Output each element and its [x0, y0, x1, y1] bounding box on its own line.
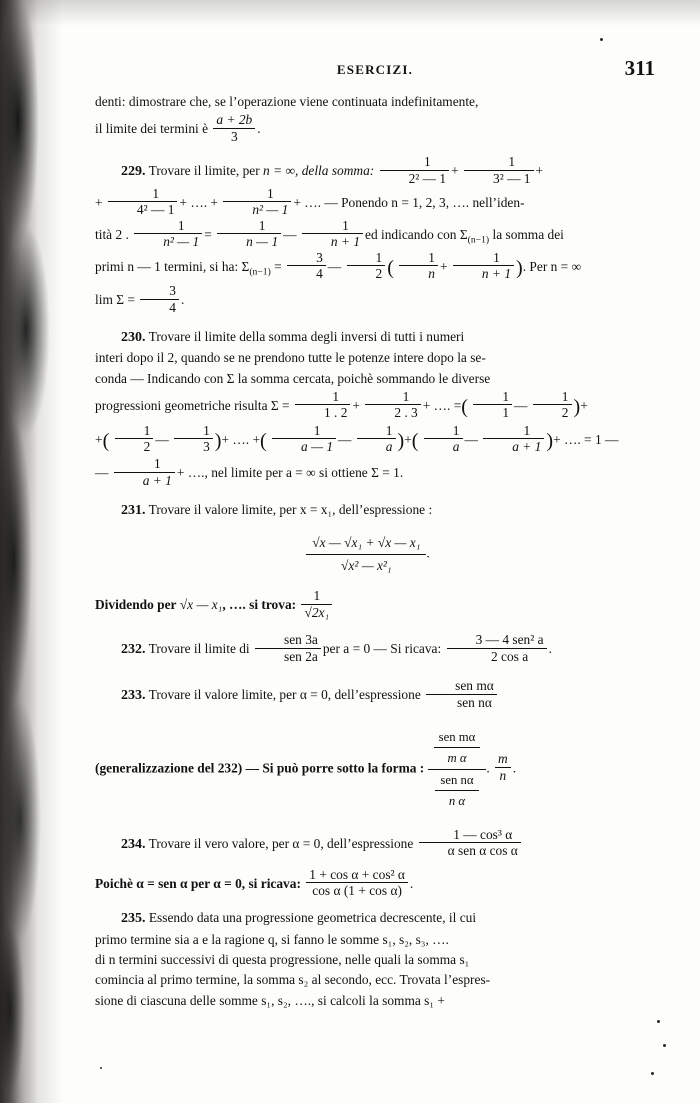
fraction-denominator: 1 [473, 404, 512, 420]
fraction-denominator: n — 1 [217, 233, 281, 249]
exercise-text: comincia al primo termine, la somma s₂ al secondo, ecc. Trovata l’espres- [95, 972, 491, 988]
exercise-text: Trovare il vero valore, per α = 0, dell’espressione [148, 835, 414, 851]
exercise-235 [95, 908, 641, 1011]
operator: — [514, 398, 528, 414]
exercise-text: n = ∞, della somma: [263, 163, 375, 179]
exercise-text: (generalizzazione del 232) — Si può porre sotto la forma : [95, 760, 425, 776]
fraction-denominator: sen 2a [255, 648, 321, 664]
paren-close: ) [546, 429, 554, 452]
operator: — [155, 431, 169, 447]
scan-left-edge-shadow [0, 0, 92, 1103]
punctuation: . [409, 875, 414, 891]
operator: + [95, 431, 103, 447]
fraction-numerator: 1 [523, 422, 531, 438]
fraction [108, 186, 178, 218]
scan-speck [100, 1067, 102, 1069]
operator: — [464, 431, 478, 447]
fraction [357, 423, 396, 455]
fraction [464, 154, 534, 186]
scan-top-shadow [0, 0, 700, 26]
fraction-denominator: 2 cos a [447, 648, 547, 664]
exercise-text: primi n — 1 termini, si ha: Σ [95, 258, 250, 274]
fraction-numerator: sen nα [440, 772, 474, 787]
fraction-numerator: a + 2b [216, 112, 253, 128]
fraction [114, 456, 175, 488]
page-number: 311 [624, 56, 655, 80]
fraction-numerator: 1 [402, 389, 410, 405]
fraction [347, 250, 386, 282]
fraction-numerator: 3 [169, 283, 176, 299]
paren-close: ) [397, 429, 405, 452]
operator: = [274, 258, 282, 274]
fraction [473, 389, 512, 421]
fraction-denominator: 2² — 1 [380, 170, 450, 186]
exercise-text: Essendo data una progressione geometrica decrescente, il cui [148, 910, 477, 926]
scan-speck [651, 1072, 654, 1075]
exercise-text: . [180, 292, 185, 308]
fraction [223, 186, 291, 218]
fraction [295, 389, 350, 421]
exercise-234 [95, 827, 641, 859]
fraction-denominator: n α [435, 790, 478, 810]
exercise-text: Trovare il limite della somma degli inversi di tutti i numeri [148, 329, 465, 345]
paragraph-continuation [95, 92, 641, 144]
operator: + …. = 1 — [553, 431, 619, 447]
paren-close: ) [516, 256, 523, 279]
exercise-number: 235. [121, 911, 146, 927]
fraction-denominator: 4 [140, 299, 179, 315]
fraction [434, 728, 481, 768]
page-body [95, 92, 641, 1015]
fraction [424, 423, 463, 455]
fraction-denominator: n [399, 265, 438, 281]
exercise-text: Dividendo per [95, 597, 177, 613]
fraction [435, 771, 478, 811]
page-header [95, 56, 655, 84]
operator: + [535, 163, 544, 179]
exercise-number: 229. [121, 164, 146, 180]
exercise-number: 232. [121, 642, 146, 658]
exercise-text: lim Σ = [95, 292, 135, 308]
displayed-equation-231 [95, 533, 641, 576]
fraction [272, 423, 336, 455]
exercise-number: 234. [121, 836, 146, 852]
fraction-denominator: α sen α cos α [419, 842, 521, 858]
fraction [306, 533, 426, 576]
exercise-230 [95, 327, 641, 488]
paren-close: ) [214, 429, 222, 452]
fraction-numerator: √x — √x₁ + √x — x₁ [312, 535, 421, 551]
continued-fraction [428, 728, 490, 811]
fraction-numerator: 1 + cos α + cos² α [309, 866, 405, 882]
fraction-denominator: a + 1 [483, 438, 544, 454]
paren-close: ) [573, 396, 581, 419]
fraction-denominator: 4 [287, 265, 326, 281]
fraction-numerator: 1 [423, 154, 431, 170]
operator: + [95, 195, 103, 211]
fraction-denominator: 1 . 2 [295, 404, 350, 420]
fraction-numerator: 1 [375, 249, 383, 265]
exercise-229 [95, 154, 641, 315]
exercise-text: , …. si trova: [222, 597, 297, 613]
fraction-denominator: 3 [174, 438, 213, 454]
exercise-text: per a = 0 — Si ricava: [322, 641, 442, 657]
exercise-text: primo termine sia a e la ragione q, si fanno le somme s₁, s₂, s₃, …. [95, 931, 449, 947]
exercise-234-continuation [95, 867, 641, 899]
exercise-text: conda — Indicando con Σ la somma cercata, poichè sommando le diverse [95, 370, 491, 386]
fraction-numerator: 1 — cos³ α [453, 826, 513, 842]
fraction [301, 588, 332, 620]
operator: + [451, 163, 459, 179]
fraction [134, 218, 202, 250]
fraction [447, 632, 547, 664]
fraction-denominator: 2 . 3 [365, 404, 420, 420]
fraction-denominator: 3 [213, 128, 255, 144]
operator: — [327, 258, 342, 274]
fraction-denominator: n + 1 [302, 233, 363, 249]
fraction-numerator: sen 3a [284, 632, 318, 648]
fraction [426, 678, 497, 710]
operator: + …. = [422, 398, 462, 414]
fraction [380, 154, 450, 186]
fraction-denominator: a [424, 438, 463, 454]
fraction-denominator: a — 1 [272, 438, 336, 454]
fraction [399, 250, 438, 282]
fraction [255, 632, 321, 664]
exercise-number: 233. [121, 688, 146, 704]
fraction-numerator: 1 [313, 422, 321, 438]
operator: — [283, 226, 297, 242]
exercise-233 [95, 678, 641, 710]
fraction-denominator: sen nα [426, 694, 497, 710]
fraction [217, 218, 281, 250]
fraction-numerator: 3 — 4 sen² a [475, 632, 544, 648]
paren-open: ( [102, 429, 110, 452]
para-text: . [257, 121, 261, 137]
operator: + [440, 258, 448, 274]
punctuation: . [548, 641, 552, 657]
exercise-text: . Per n = ∞ [522, 258, 582, 274]
fraction-numerator: 1 [332, 389, 340, 405]
scan-speck [600, 38, 603, 41]
exercise-text: Trovare il limite di [148, 641, 250, 657]
exercise-text: tità 2 . [95, 226, 129, 242]
fraction-numerator: 1 [266, 186, 274, 201]
fraction [495, 751, 511, 783]
fraction-denominator: n [495, 767, 511, 783]
paren-open: ( [411, 429, 419, 452]
operator: + …. + [221, 431, 260, 447]
fraction-numerator: 1 [508, 154, 516, 170]
fraction-numerator: 1 [177, 217, 185, 233]
fraction-numerator: m [498, 751, 508, 767]
fraction-denominator: n² — 1 [134, 233, 202, 249]
fraction-denominator: √x² — x²₁ [306, 554, 426, 576]
fraction-denominator: 3² — 1 [464, 170, 534, 186]
para-line: il limite dei termini è [95, 121, 209, 137]
fraction-denominator: a [357, 438, 396, 454]
para-line: denti: dimostrare che, se l’operazione viene continuata indefinitamente, [95, 94, 479, 109]
operator: + [352, 398, 360, 414]
fraction [533, 389, 572, 421]
exercise-232 [95, 632, 641, 664]
fraction [453, 250, 514, 282]
fraction-numerator: 1 [203, 422, 210, 438]
fraction [419, 827, 521, 859]
fraction-denominator: m α [434, 747, 481, 767]
running-head: ESERCIZI. [336, 62, 414, 77]
operator: = [204, 226, 212, 242]
fraction-numerator: sen mα [438, 729, 476, 744]
fraction-denominator: 2 [347, 265, 386, 281]
fraction-numerator: 1 [342, 217, 349, 233]
paren-open: ( [387, 256, 394, 279]
fraction-numerator: 1 [143, 422, 151, 438]
fraction-numerator: 1 [385, 422, 393, 438]
fraction-denominator: 2 [533, 404, 572, 420]
scan-left-smudge [0, 0, 60, 1103]
fraction [115, 423, 154, 455]
exercise-text: Trovare il limite, per [148, 163, 264, 179]
fraction-numerator [428, 728, 487, 769]
fraction [302, 218, 363, 250]
exercise-text: + …. — Ponendo n = 1, 2, 3, …. nell’iden- [293, 195, 525, 211]
fraction-numerator: sen mα [455, 678, 494, 694]
paren-open: ( [461, 396, 468, 419]
exercise-text: Trovare il valore limite, per α = 0, dell’espressione [148, 687, 421, 703]
fraction-numerator: 1 [452, 422, 460, 438]
fraction-numerator: 3 [316, 249, 323, 265]
subscript: (n−1) [249, 266, 271, 278]
exercise-text: la somma dei [492, 226, 564, 242]
fraction [140, 283, 179, 315]
fraction [213, 112, 255, 144]
fraction-denominator: a + 1 [114, 472, 175, 488]
fraction-numerator: 1 [502, 389, 510, 405]
subscript: (n−1) [467, 234, 490, 246]
fraction-numerator: 1 [493, 249, 500, 265]
exercise-number: 231. [121, 503, 146, 518]
fraction [483, 423, 544, 455]
exercise-text: Poichè α = sen α per α = 0, si ricava: [95, 875, 301, 891]
exercise-text: di n termini successivi di questa progressione, nelle quali la somma s₁ [95, 952, 470, 967]
fraction-denominator: 4² — 1 [108, 201, 178, 217]
punctuation: . [426, 545, 430, 561]
fraction [365, 389, 420, 421]
operator: + [404, 431, 412, 447]
fraction-denominator: √2x₁ [301, 604, 332, 620]
exercise-text: progressioni geometriche risulta Σ = [95, 398, 290, 414]
exercise-text: interi dopo il 2, quando se ne prendono tutte le potenze intere dopo la se- [95, 350, 486, 366]
fraction [174, 423, 213, 455]
exercise-text: Trovare il valore limite, per x = x₁, dell’espressione : [148, 502, 433, 517]
fraction-numerator: 1 [153, 456, 161, 472]
punctuation: . [512, 760, 517, 776]
fraction-numerator: 1 [561, 389, 569, 405]
exercise-233-continuation [95, 728, 641, 811]
operator: + …. + [179, 195, 218, 211]
exercise-231-continuation [95, 588, 641, 620]
fraction [287, 250, 326, 282]
fraction-denominator [428, 769, 487, 811]
fraction-numerator: 1 [313, 588, 321, 604]
exercise-231 [95, 500, 641, 521]
radical-expression: √x — x₁ [179, 597, 223, 613]
exercise-text: sione di ciascuna delle somme s₁, s₂, …., si calcoli la somma s₁ + [95, 992, 445, 1008]
fraction [306, 867, 408, 899]
fraction-denominator: 2 [115, 438, 154, 454]
exercise-text: + …., nel limite per a = ∞ si ottiene Σ = 1. [176, 465, 404, 481]
paren-open: ( [260, 429, 267, 452]
fraction-numerator: 1 [258, 217, 266, 233]
exercise-number: 230. [121, 330, 146, 346]
operator: + [580, 398, 588, 414]
fraction-denominator: n + 1 [453, 265, 514, 281]
operator: . [486, 760, 490, 776]
fraction-numerator: 1 [152, 186, 160, 201]
operator: — [338, 431, 352, 447]
fraction-denominator: cos α (1 + cos α) [306, 882, 408, 898]
exercise-text: ed indicando con Σ [365, 226, 468, 242]
fraction-numerator: 1 [428, 249, 435, 265]
scan-speck [657, 1020, 660, 1023]
operator: — [95, 465, 109, 481]
fraction-denominator: n² — 1 [223, 201, 291, 217]
scan-speck [663, 1044, 666, 1047]
